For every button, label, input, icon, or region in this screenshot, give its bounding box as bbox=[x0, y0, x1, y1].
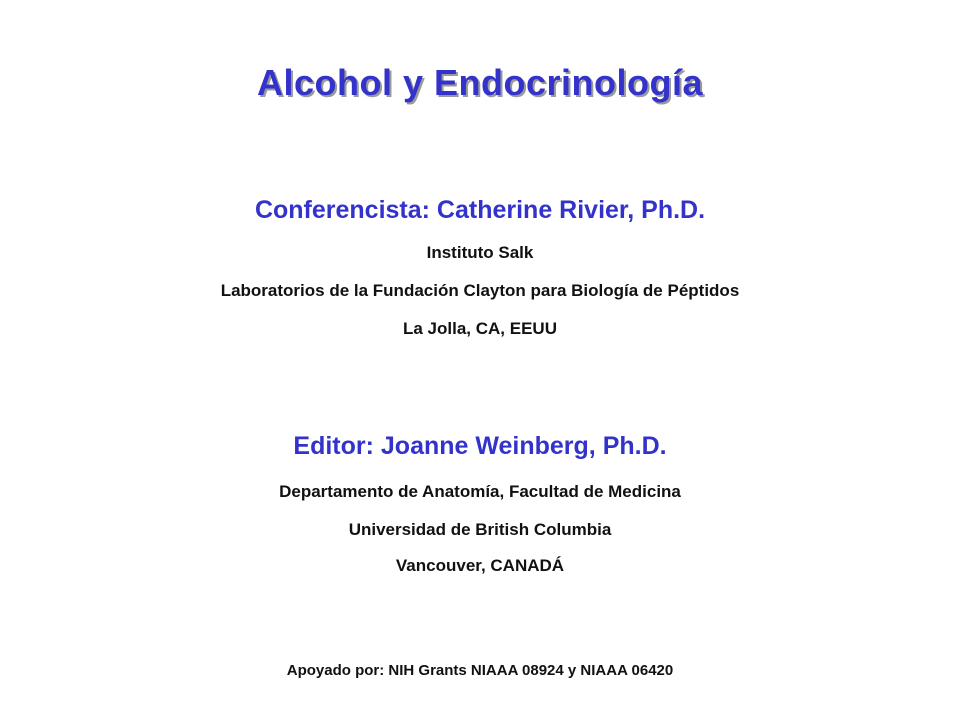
speaker-location: La Jolla, CA, EEUU bbox=[403, 319, 557, 338]
editor-location: Vancouver, CANADÁ bbox=[395, 556, 565, 575]
speaker-institute: Instituto Salk bbox=[426, 243, 534, 262]
editor-department: Departamento de Anatomía, Facultad de Medicina bbox=[279, 482, 681, 501]
editor-university: Universidad de British Columbia bbox=[348, 520, 612, 539]
support-text: Apoyado por: NIH Grants NIAAA 08924 y NIAAA 06420 bbox=[286, 662, 674, 679]
slide-title: Alcohol y Endocrinología bbox=[256, 62, 704, 103]
speaker-heading: Conferencista: Catherine Rivier, Ph.D. bbox=[254, 196, 706, 224]
editor-heading: Editor: Joanne Weinberg, Ph.D. bbox=[293, 432, 667, 460]
speaker-laboratory: Laboratorios de la Fundación Clayton para Biología de Péptidos bbox=[220, 281, 740, 300]
